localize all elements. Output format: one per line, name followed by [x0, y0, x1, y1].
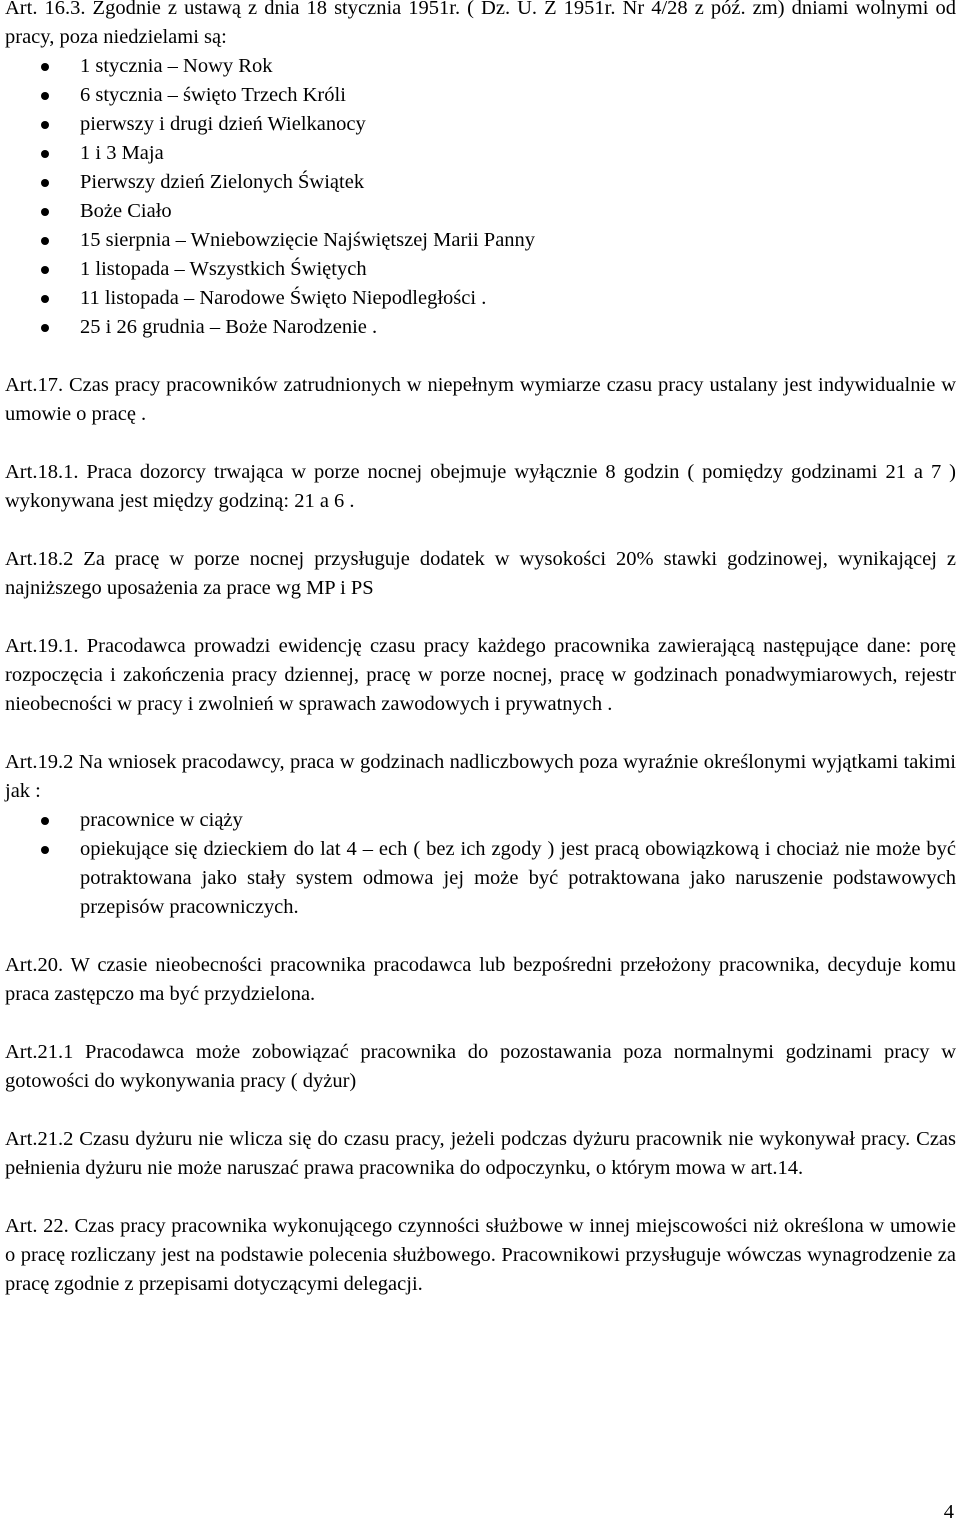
list-item: 15 sierpnia – Wniebowzięcie Najświętszej Marii Panny — [5, 226, 956, 255]
list-item: Boże Ciało — [5, 197, 956, 226]
art21-1-paragraph: Art.21.1 Pracodawca może zobowiązać pracownika do pozostawania poza normalnymi godzinami pracy w gotowości do wykonywania pracy ( dyżur) — [5, 1041, 956, 1092]
list-item: pierwszy i drugi dzień Wielkanocy — [5, 110, 956, 139]
bullet-icon — [41, 237, 49, 245]
bullet-icon — [41, 817, 49, 825]
bullet-icon — [41, 179, 49, 187]
list-item: 25 i 26 grudnia – Boże Narodzenie . — [5, 313, 956, 342]
art19-2-intro: Art.19.2 Na wniosek pracodawcy, praca w godzinach nadliczbowych poza wyraźnie określonymi wyjątkami takimi jak : — [5, 751, 956, 802]
list-item: 6 stycznia – święto Trzech Króli — [5, 81, 956, 110]
bullet-icon — [41, 295, 49, 303]
bullet-icon — [41, 846, 49, 854]
art16-intro: Art. 16.3. Zgodnie z ustawą z dnia 18 stycznia 1951r. ( Dz. U. Z 1951r. Nr 4/28 z póź. zm) dniami wolnymi od pracy, poza niedzielami są: — [5, 0, 956, 48]
art18-2-paragraph: Art.18.2 Za pracę w porze nocnej przysługuje dodatek w wysokości 20% stawki godzinowej, wynikającej z najniższego uposażenia za prace wg MP i PS — [5, 548, 956, 599]
list-item: opiekujące się dzieckiem do lat 4 – ech ( bez ich zgody ) jest pracą obowiązkową i chociaż nie może być potraktowana jako stały system odmowa jej może być potraktowana jako naruszenie podstawowych przepisów pracowniczych. — [5, 835, 956, 922]
bullet-icon — [41, 266, 49, 274]
list-item: 1 i 3 Maja — [5, 139, 956, 168]
art17-paragraph: Art.17. Czas pracy pracowników zatrudnionych w niepełnym wymiarze czasu pracy ustalany jest indywidualnie w umowie o pracę . — [5, 374, 956, 425]
bullet-icon — [41, 324, 49, 332]
art20-paragraph: Art.20. W czasie nieobecności pracownika pracodawca lub bezpośredni przełożony pracownika, decyduje komu praca zastępczo ma być przydzielona. — [5, 954, 956, 1005]
list-item: Pierwszy dzień Zielonych Świątek — [5, 168, 956, 197]
bullet-icon — [41, 121, 49, 129]
holiday-list — [5, 52, 956, 342]
art18-1-paragraph: Art.18.1. Praca dozorcy trwająca w porze nocnej obejmuje wyłącznie 8 godzin ( pomiędzy godzinami 21 a 7 ) wykonywana jest między godziną: 21 a 6 . — [5, 461, 956, 512]
bullet-icon — [41, 63, 49, 71]
list-item: pracownice w ciąży — [5, 806, 956, 835]
bullet-icon — [41, 208, 49, 216]
art22-paragraph: Art. 22. Czas pracy pracownika wykonującego czynności służbowe w innej miejscowości niż określona w umowie o pracę rozliczany jest na podstawie polecenia służbowego. Pracownikowi przysługuje wówczas wynagrodzenie za pracę zgodnie z przepisami dotyczącymi delegacji. — [5, 1215, 956, 1295]
list-item: 1 stycznia – Nowy Rok — [5, 52, 956, 81]
bullet-icon — [41, 150, 49, 158]
exception-list — [5, 806, 956, 922]
art21-2-paragraph: Art.21.2 Czasu dyżuru nie wlicza się do czasu pracy, jeżeli podczas dyżuru pracownik nie wykonywał pracy. Czas pełnienia dyżuru nie może naruszać prawa pracownika do odpoczynku, o którym mowa w art.14. — [5, 1128, 956, 1179]
art19-1-paragraph: Art.19.1. Pracodawca prowadzi ewidencję czasu pracy każdego pracownika zawierającą następujące dane: porę rozpoczęcia i zakończenia pracy dziennej, pracę w porze nocnej, pracę w godzinach ponadwymiarowych, rejestr nieobecności w pracy i zwolnień w sprawach zawodowych i prywatnych . — [5, 635, 956, 715]
bullet-icon — [41, 92, 49, 100]
list-item: 11 listopada – Narodowe Święto Niepodległości . — [5, 284, 956, 313]
page-number: 4 — [943, 1501, 954, 1523]
list-item: 1 listopada – Wszystkich Świętych — [5, 255, 956, 284]
